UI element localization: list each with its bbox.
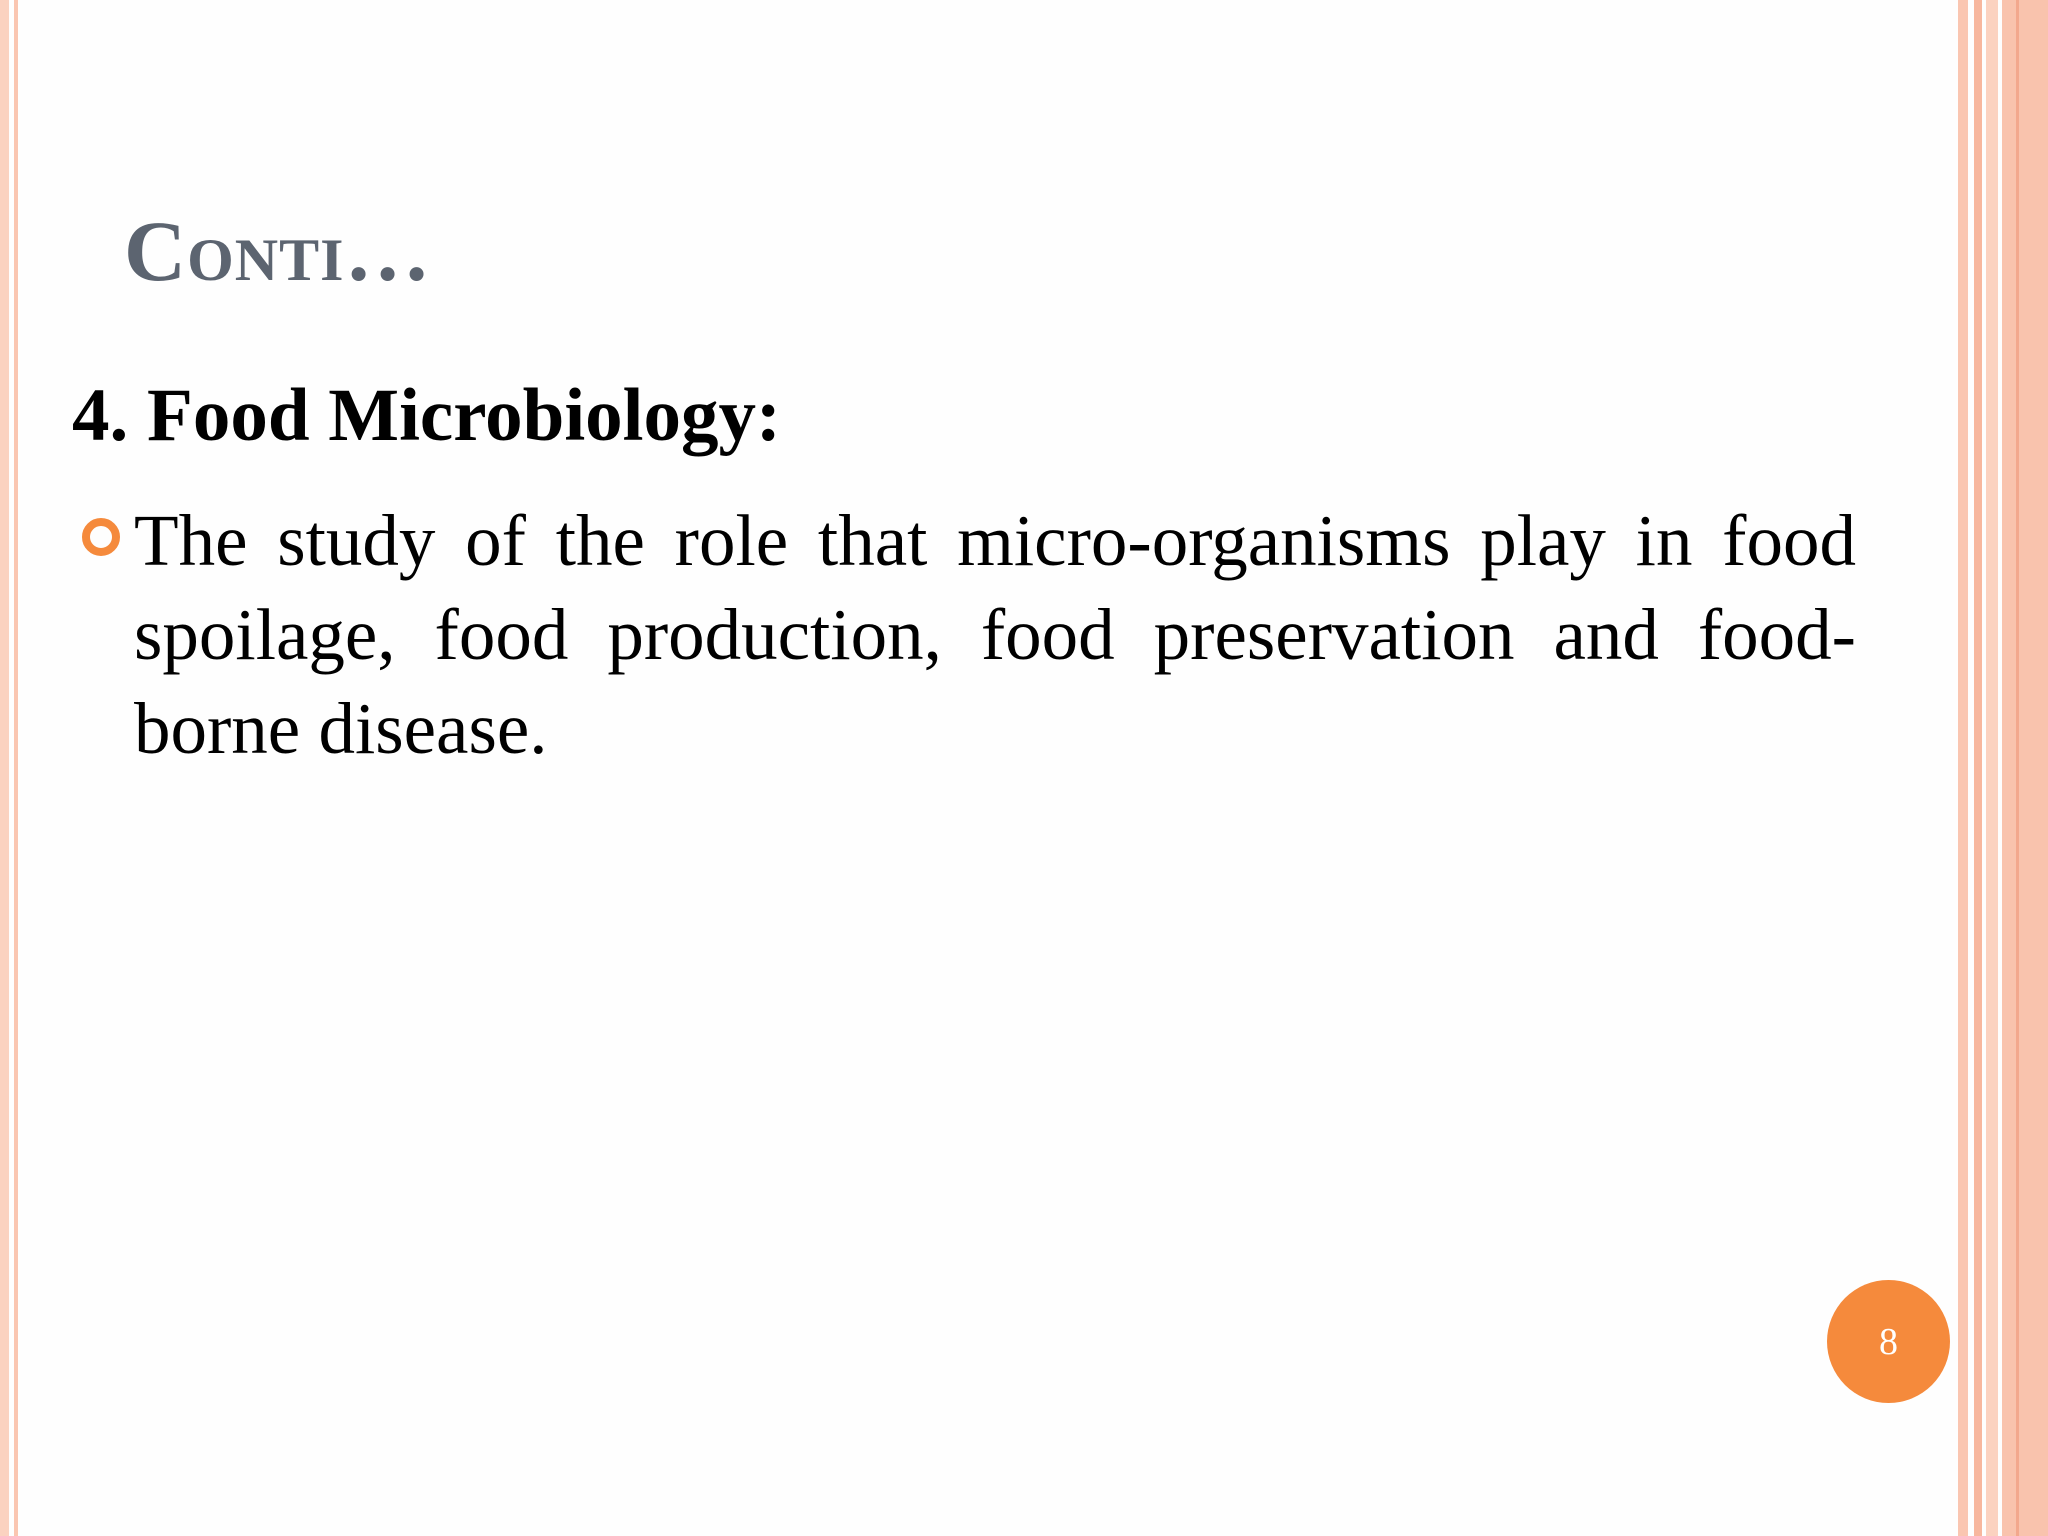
bullet-text: The study of the role that micro-organisms play in food spoilage, food production, food preservation and food-borne disease. [134, 500, 1856, 769]
slide-title: Conti… [124, 203, 432, 299]
right-border-stripe [2016, 0, 2019, 1536]
right-border-stripe [1958, 0, 1968, 1536]
page-number-badge [1827, 1280, 1950, 1403]
page-number: 8 [1879, 1320, 1898, 1363]
hollow-circle-bullet-icon [82, 518, 120, 556]
right-border-stripe [1974, 0, 1982, 1536]
left-border-line [14, 0, 18, 1536]
right-border-stripe [2002, 0, 2048, 1536]
section-heading: 4. Food Microbiology: [72, 374, 781, 457]
left-border-line [0, 0, 9, 1536]
right-border-stripe [1986, 0, 1998, 1536]
